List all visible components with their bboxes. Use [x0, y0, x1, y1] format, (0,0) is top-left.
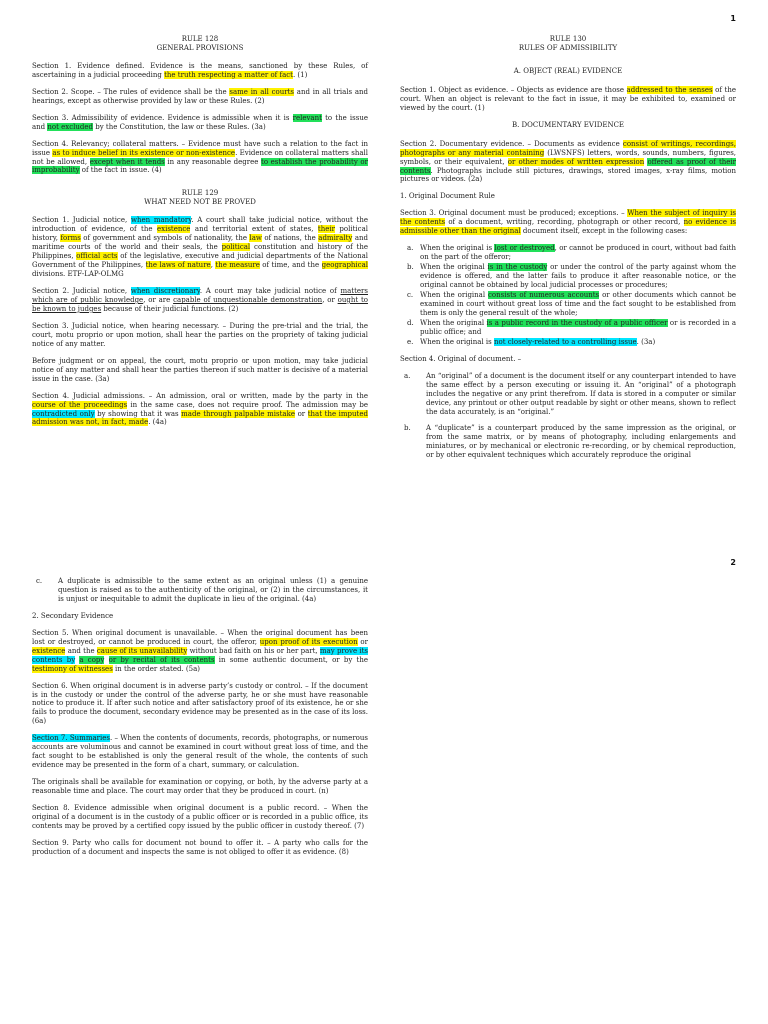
highlight-yellow: official acts — [76, 252, 118, 261]
highlight-yellow: no evidence is admissible other than the original — [400, 218, 736, 236]
text: A duplicate is admissible to the same extent as an original unless (1) a genuine question is raised as to the authenticity of the original, or (2) in the circumstances, it is unjust or inequitable to admit the duplicate in lieu of the original. (4a) — [58, 577, 368, 603]
highlight-yellow: consist of writings, recordings, photographs or any material containing — [400, 139, 736, 157]
highlight-cyan: may prove its contents by — [32, 646, 368, 664]
text: , or are — [143, 295, 174, 304]
text: and maritime courts of the world and their seals, the — [32, 234, 368, 252]
rule-title: RULE 128 — [181, 35, 219, 43]
text: by showing that it was — [94, 409, 182, 418]
section-7 — [32, 734, 368, 770]
text: Section 4. Judicial admissions. – An admission, oral or written, made by the party in the — [32, 391, 368, 400]
highlight-yellow: existence — [157, 225, 191, 234]
list-item — [404, 424, 736, 460]
text: or other documents which cannot be examined in court without great loss of time and the fact sought to be established from them is only the general result of the whole; — [420, 291, 736, 317]
text: . A court shall take judicial notice, without the introduction of evidence, of the — [32, 216, 369, 234]
rule129-section-3-continued: Before judgment or on appeal, the court, motu proprio or upon motion, may take judicial notice of any matter and shall hear the parties thereon if such matter is decisive of a material issue in the case. (3a) — [32, 356, 368, 383]
text: . — [109, 734, 113, 743]
highlight-yellow: When the subject of inquiry is the contents — [400, 209, 736, 227]
text: When the original is — [420, 244, 495, 253]
rule129-section-4 — [32, 392, 368, 428]
underlined-text: matters which are of public knowledge — [32, 287, 368, 304]
highlight-yellow: testimony of witnesses — [32, 664, 113, 673]
rule128-section-1 — [32, 62, 368, 80]
text: Section 1. Object as evidence. – Objects as evidence are those — [400, 85, 627, 94]
highlight-green: or by recital of its contents — [108, 655, 215, 664]
list-marker: e. — [407, 337, 414, 346]
highlight-yellow: course of the proceedings — [32, 400, 128, 409]
highlight-yellow: law — [249, 234, 262, 243]
section-8: Section 8. Evidence admissible when original document is a public record. – When the original of a document is in the custody of a public officer or is recorded in a public office, its contents may be proved by a certified copy issued by the public officer in custody thereof. (7) — [32, 804, 368, 830]
list-marker: c. — [407, 291, 414, 300]
list-item — [36, 577, 368, 604]
text: , or cannot be produced in court, without bad faith on the part of the offeror; — [420, 244, 737, 262]
section-5 — [32, 629, 368, 674]
subheading-documentary-evidence: B. DOCUMENTARY EVIDENCE — [511, 120, 625, 129]
rule-subtitle: GENERAL PROVISIONS — [156, 43, 244, 52]
highlight-yellow: geographical — [321, 261, 369, 270]
highlight-green: except when it tends — [89, 157, 165, 166]
rule130-section-4: Section 4. Original of document. – — [400, 354, 522, 363]
text: Section 1. Evidence defined. Evidence is the means, sanctioned by these Rules, of ascertaining in a judicial proceeding — [32, 61, 368, 79]
text: to the issue and — [32, 113, 368, 131]
subheading-object-evidence: A. OBJECT (REAL) EVIDENCE — [513, 66, 623, 75]
page-number: 1 — [730, 14, 736, 23]
text: Section 3. Admissibility of evidence. Evidence is admissible when it is — [32, 113, 293, 122]
highlight-yellow: cause of its unavailability — [96, 646, 188, 655]
highlight-yellow: made through palpable mistake — [181, 409, 295, 418]
rule-129-heading — [32, 189, 368, 207]
text: Section 2. Scope. – The rules of evidence shall be the — [32, 87, 230, 96]
rule129-section-1 — [32, 216, 368, 279]
text: Section 2. Documentary evidence. – Documents as evidence — [400, 139, 623, 148]
highlight-yellow: admiralty — [318, 234, 353, 243]
exceptions-list — [400, 244, 736, 346]
highlight-cyan: not closely-related to a controlling issue — [494, 337, 637, 346]
rule128-section-2 — [32, 88, 368, 106]
section-7-continued: The originals shall be available for examination or copying, or both, by the adverse party at a reasonable time and place. The court may order that they be produced in court. (n) — [32, 778, 368, 796]
text: A “duplicate” is a counterpart produced by the same impression as the original, or from the same matrix, or by means of photography, including enlargements and miniatures, or by mechanical or electronic re-recording, or by chemical reproduction, or by other equivalent techniques which accurately reproduce the original — [426, 424, 736, 460]
list-item — [407, 337, 736, 347]
rule129-section-3: Section 3. Judicial notice, when hearing necessary. – During the pre-trial and the trial, the court, motu proprio or upon motion, shall hear the parties on the propriety of taking judicial notice of any matter. — [32, 321, 368, 348]
text: of the legislative, executive and judicial departments of the National Government of the Philippines, — [32, 252, 368, 270]
highlight-yellow: the measure — [215, 261, 260, 270]
highlight-yellow: the truth respecting a matter of fact — [164, 70, 293, 79]
text: of a document, writing, recording, photograph or other record, — [445, 218, 684, 227]
text: or — [357, 637, 368, 646]
text: in the order stated. (5a) — [112, 664, 200, 673]
original-document-rule-heading: 1. Original Document Rule — [400, 192, 495, 201]
rule-subtitle: WHAT NEED NOT BE PROVED — [144, 198, 256, 207]
text: divisions. ETF-LAP-OLMG — [32, 270, 124, 279]
highlight-yellow: or other modes of written expression — [507, 157, 645, 166]
text: political history, — [32, 225, 368, 243]
highlight-cyan: Section 7. Summaries — [32, 734, 110, 743]
text: When the original is — [420, 337, 494, 346]
text: – When the contents of documents, records, photographs, or numerous accounts are voluminous and cannot be examined in court without great loss of time, and the fact sought to be established is only the general result of the whole, the contents of such evidence may be presented in the form of a chart, summary, or calculation. — [32, 734, 368, 770]
highlight-cyan: when discretionary — [130, 287, 200, 296]
highlight-green: is in the custody — [487, 263, 548, 272]
text: Section 4. Relevancy; collateral matters. – Evidence must have such a relation to the fact in issue — [32, 139, 368, 157]
text: document itself, except in the following cases: — [520, 227, 688, 236]
list-marker: b. — [407, 263, 414, 272]
document-page-2 — [0, 512, 768, 1024]
list-marker: a. — [404, 371, 411, 380]
text: by the Constitution, the law or these Rules. (3a) — [93, 122, 266, 131]
text: Section 2. Judicial notice, — [32, 287, 131, 296]
text: . (3a) — [636, 337, 656, 346]
text: Section 1. Judicial notice, — [32, 216, 131, 225]
text: An “original” of a document is the document itself or any counterpart intended to have the same effect by a person executing or issuing it. An “original” of a photograph includes the negative or any print therefrom. If data is stored in a computer or similar device, any printout or other output readable by sight or other means, shown to reflect the data accurately, is an “original.” — [426, 371, 736, 416]
list-marker: d. — [407, 318, 414, 327]
text: and in all trials and hearings, except as otherwise provided by law or these Rules. (2) — [32, 87, 369, 105]
text: . (4a) — [148, 418, 167, 427]
text — [104, 656, 108, 664]
list-marker: c. — [36, 577, 43, 585]
highlight-green: lost or destroyed — [494, 244, 555, 253]
highlight-yellow: that the imputed admission was not, in fact, made — [32, 409, 368, 427]
text: (LWSNFS) letters, words, sounds, numbers, figures, symbols, or their equivalent, — [400, 148, 737, 166]
rule-130-heading — [400, 35, 736, 53]
text: constitution and history of the Philippines, — [32, 243, 368, 261]
section-6: Section 6. When original document is in adverse party’s custody or control. – If the document is in the custody or under the control of the adverse party, he or she must have reasonable notice to produce it. If after such notice and after satisfactory proof of its existence, he or she fails to produce the document, secondary evidence may be presented as in the case of its loss. (6a) — [32, 681, 368, 726]
rule-subtitle: RULES OF ADMISSIBILITY — [518, 43, 618, 52]
text: or — [295, 409, 308, 418]
text: Section 5. When original document is unavailable. – When the original document has been lost or destroyed, or cannot be produced in court, the offeror, — [32, 628, 368, 646]
text: in the same case, does not require proof. The admission may be — [127, 400, 368, 409]
list-marker: b. — [404, 424, 411, 433]
rule-title: RULE 129 — [181, 189, 219, 198]
text: of government and symbols of nationality, the — [80, 234, 250, 243]
highlight-green: relevant — [292, 113, 322, 122]
text: . Photographs include still pictures, drawings, stored images, x-ray films, motion pictures or videos. (2a) — [400, 166, 736, 184]
text: When the original — [420, 291, 489, 300]
list-item — [404, 371, 736, 417]
underlined-text: ought to be known to judges — [32, 295, 368, 313]
text: When the original — [420, 318, 487, 327]
text: or under the control of the party against whom the evidence is offered, and the latter fails to produce it after reasonable notice, or the original cannot be obtained by local judicial processes or procedures; — [420, 263, 736, 290]
text: in some authentic document, or by the — [214, 655, 368, 664]
highlight-yellow: the laws of nature — [145, 261, 211, 270]
text: or is recorded in a public office; and — [420, 318, 737, 336]
left-column — [32, 35, 368, 435]
duplicate-clause — [32, 577, 368, 604]
right-column — [400, 35, 736, 468]
text: of nations, the — [261, 234, 319, 243]
highlight-green: to establish the probability or improbability — [32, 157, 368, 175]
text: . Evidence on collateral matters shall not be allowed, — [32, 148, 368, 166]
underlined-text: capable of unquestionable demonstration — [173, 295, 323, 304]
highlight-yellow: same in all courts — [229, 87, 295, 96]
text: in any reasonable degree — [164, 157, 262, 166]
highlight-green: not excluded — [47, 122, 94, 131]
highlight-green: consists of numerous accounts — [488, 291, 600, 300]
highlight-yellow: forms — [60, 234, 81, 243]
text: of the fact in issue. (4) — [79, 166, 162, 175]
rule128-section-4 — [32, 140, 368, 176]
highlight-yellow: addressed to the senses — [626, 85, 713, 94]
rule130-section-1 — [400, 86, 736, 113]
main-column — [32, 577, 368, 865]
text: , or — [322, 295, 338, 304]
list-item — [407, 291, 736, 318]
rule130-section-2 — [400, 140, 736, 185]
highlight-yellow: existence — [32, 646, 66, 655]
text: . A court may take judicial notice of — [199, 287, 341, 296]
text: When the original — [420, 263, 488, 272]
list-marker: a. — [407, 244, 414, 253]
rule-128-heading — [32, 35, 368, 53]
rule128-section-3 — [32, 114, 368, 132]
highlight-yellow: upon proof of its execution — [259, 637, 358, 646]
rule129-section-2 — [32, 287, 368, 314]
highlight-cyan: when mandatory — [130, 216, 192, 225]
secondary-evidence-heading: 2. Secondary Evidence — [32, 611, 114, 620]
section-9: Section 9. Party who calls for document not bound to offer it. – A party who calls for the production of a document and inspects the same is not obliged to offer it as evidence. (8) — [32, 838, 368, 856]
list-item — [407, 244, 737, 262]
text: of time, and the — [259, 261, 322, 270]
text: Section 3. Original document must be produced; exceptions. – — [400, 209, 628, 218]
text: and the — [65, 646, 97, 655]
definitions-list — [400, 372, 736, 461]
highlight-green: is a public record in the custody of a public officer — [486, 318, 668, 327]
list-item — [407, 263, 736, 290]
highlight-yellow: as to induce belief in its existence or non-existence — [52, 148, 236, 157]
text: . (1) — [292, 70, 308, 79]
rule-title: RULE 130 — [549, 35, 587, 43]
highlight-green: offered as proof of their contents — [400, 157, 736, 175]
rule130-section-3 — [400, 209, 736, 236]
text: because of their judicial functions. (2) — [101, 304, 239, 313]
text: , — [210, 261, 216, 270]
text: and territorial extent of states, — [190, 225, 318, 234]
text: of the court. When an object is relevant to the fact in issue, it may be exhibited to, examined or viewed by the court. (1) — [400, 85, 736, 112]
page-number: 2 — [730, 558, 736, 567]
highlight-yellow: their — [317, 225, 335, 234]
highlight-yellow: political — [221, 243, 251, 252]
text: without bad faith on his or her part, — [187, 646, 320, 655]
list-item — [407, 318, 737, 337]
highlight-green: a copy — [79, 655, 105, 664]
highlight-cyan: contradicted only — [32, 409, 95, 418]
